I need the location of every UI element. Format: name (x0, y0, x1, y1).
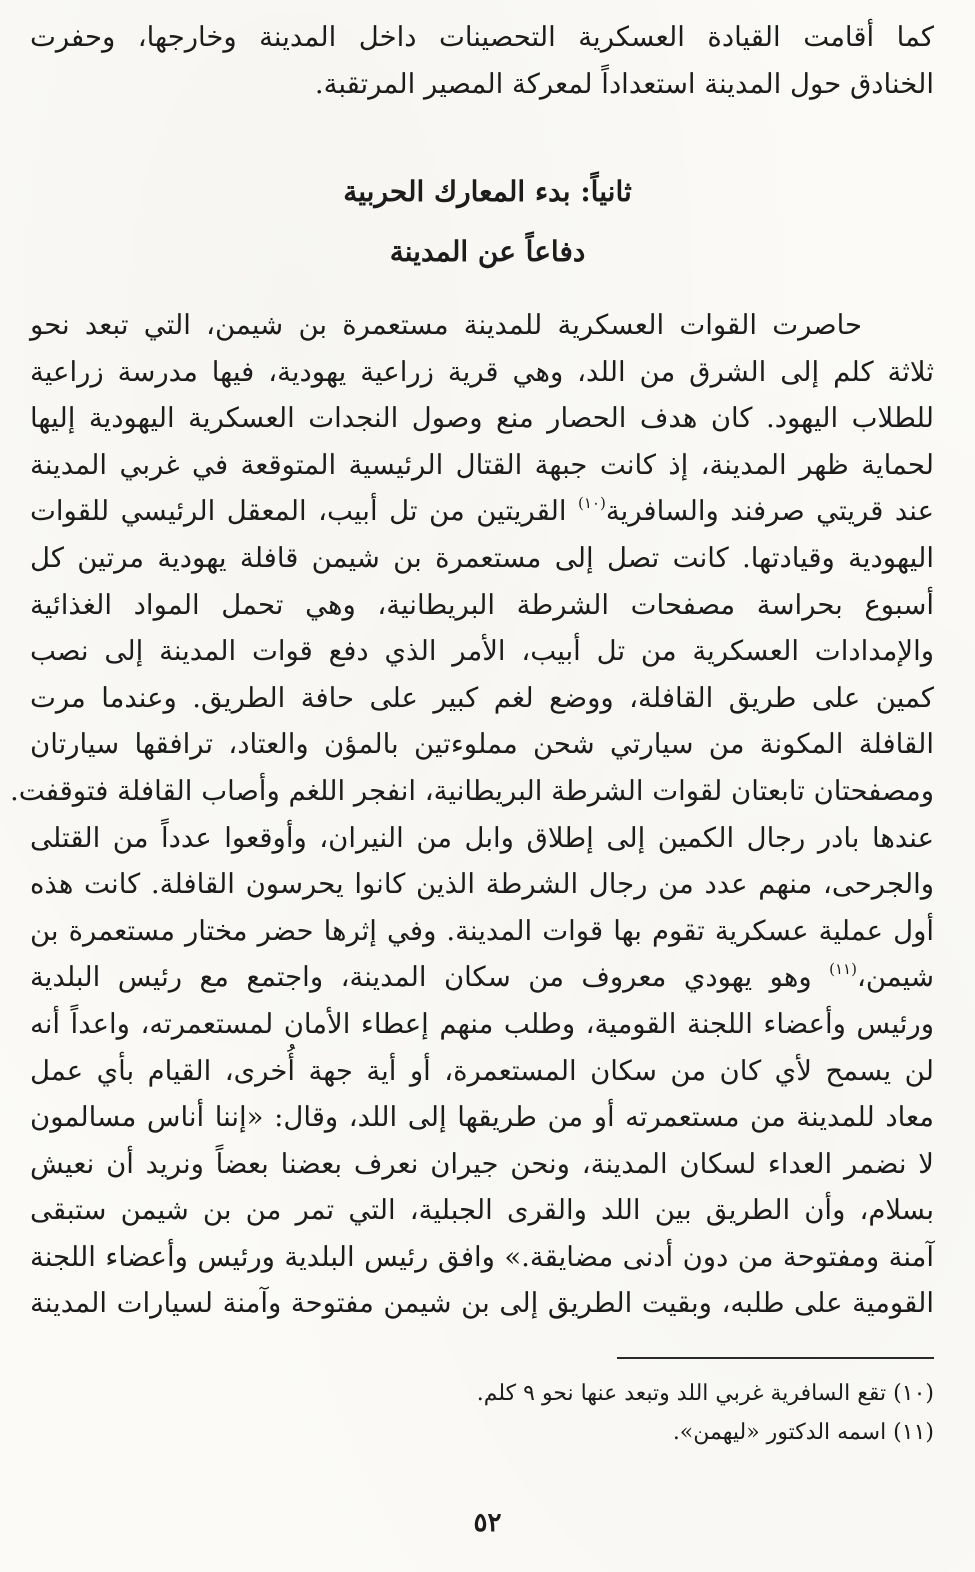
body-line: لحماية ظهر المدينة، إذ كانت جبهة القتال الرئيسية المتوقعة في غربي المدينة (30, 448, 934, 481)
body-line: ورئيس وأعضاء اللجنة القومية، وطلب منهم إعطاء الأمان لمستعمرته، واعداً أنه (30, 1007, 934, 1040)
body-line-segment: القريتين من تل أبيب، المعقل الرئيسي للقوات (30, 495, 567, 528)
body-line: والجرحى، منهم عدد من رجال الشرطة الذين كانوا يحرسون القافلة. كانت هذه (30, 868, 934, 901)
body-line-segment: وهو يهودي معروف من سكان المدينة، واجتمع مع رئيس البلدية (30, 961, 812, 994)
body-line: أسبوع بحراسة مصفحات الشرطة البريطانية، وهي تحمل المواد الغذائية (30, 588, 934, 621)
body-line: بسلام، وأن الطريق بين اللد والقرى الجبلية، التي تمر من بن شيمن ستبقى (30, 1194, 934, 1227)
footnote-11: (١١) اسمه الدكتور «ليهمن». (672, 1420, 934, 1445)
page-number: ٥٢ (473, 1508, 502, 1538)
intro-line: الخنادق حول المدينة استعداداً لمعركة المصير المرتقبة. (314, 67, 934, 100)
body-line: القومية على طلبه، وبقيت الطريق إلى بن شيمن مفتوحة وآمنة لسيارات المدينة (30, 1287, 934, 1320)
body-line: معاد للمدينة من مستعمرته أو من طريقها إلى اللد، وقال: «إننا أناس مسالمون (30, 1101, 934, 1134)
footnote-10: (١٠) تقع السافرية غربي اللد وتبعد عنها نحو ٩ كلم. (476, 1381, 934, 1406)
section-subheading: دفاعاً عن المدينة (389, 235, 586, 268)
body-line: لا نضمر العداء لسكان المدينة، ونحن جيران نعرف بعضنا بعضاً ونريد أن نعيش (30, 1147, 934, 1180)
body-line: حاصرت القوات العسكرية للمدينة مستعمرة بن شيمن، التي تبعد نحو (30, 309, 862, 341)
body-line-segment: شيمن، (856, 961, 934, 994)
footnote-divider (617, 1357, 934, 1359)
footnote-reference-11: (١١) (829, 960, 857, 979)
body-line: لن يسمح لأي كان من سكان المستعمرة، أو أية جهة أُخرى، القيام بأي عمل (30, 1054, 934, 1087)
body-line-segment: عند قريتي صرفند والسافرية (605, 495, 934, 528)
body-line: عندها بادر رجال الكمين إلى إطلاق وابل من النيران، وأوقعوا عدداً من القتلى (30, 821, 934, 854)
body-line: أول عملية عسكرية تقوم بها قوات المدينة. وفي إثرها حضر مختار مستعمرة بن (30, 914, 934, 947)
intro-paragraph (30, 14, 934, 107)
section-heading: ثانياً: بدء المعارك الحربية (343, 175, 632, 208)
body-line-with-footnote-ref (30, 954, 934, 1001)
body-line: والإمدادات العسكرية من تل أبيب، الأمر الذي دفع قوات المدينة إلى نصب (30, 635, 934, 668)
body-line: كمين على طريق القافلة، ووضع لغم كبير على حافة الطريق. وعندما مرت (30, 681, 934, 714)
body-line: القافلة المكونة من سيارتي شحن مملوءتين بالمؤن والعتاد، ترافقها سيارتان (30, 728, 934, 761)
body-line-with-footnote-ref (30, 488, 934, 535)
body-paragraph (9, 302, 934, 1327)
body-line: ثلاثة كلم إلى الشرق من اللد، وهي قرية زراعية يهودية، فيها مدرسة زراعية (30, 355, 934, 388)
footnote-reference-10: (١٠) (578, 494, 606, 513)
body-line: اليهودية وقيادتها. كانت تصل إلى مستعمرة بن شيمن قافلة يهودية مرتين كل (30, 541, 934, 574)
body-line: آمنة ومفتوحة من دون أدنى مضايقة.» وافق رئيس البلدية ورئيس وأعضاء اللجنة (30, 1240, 934, 1273)
footnotes (300, 1374, 934, 1452)
intro-line: كما أقامت القيادة العسكرية التحصينات داخل المدينة وخارجها، وحفرت (30, 21, 934, 53)
body-line: للطلاب اليهود. كان هدف الحصار منع وصول النجدات العسكرية اليهودية إليها (30, 402, 934, 435)
body-line: ومصفحتان تابعتان لقوات الشرطة البريطانية، انفجر اللغم وأصاب القافلة فتوقفت. (9, 774, 934, 807)
